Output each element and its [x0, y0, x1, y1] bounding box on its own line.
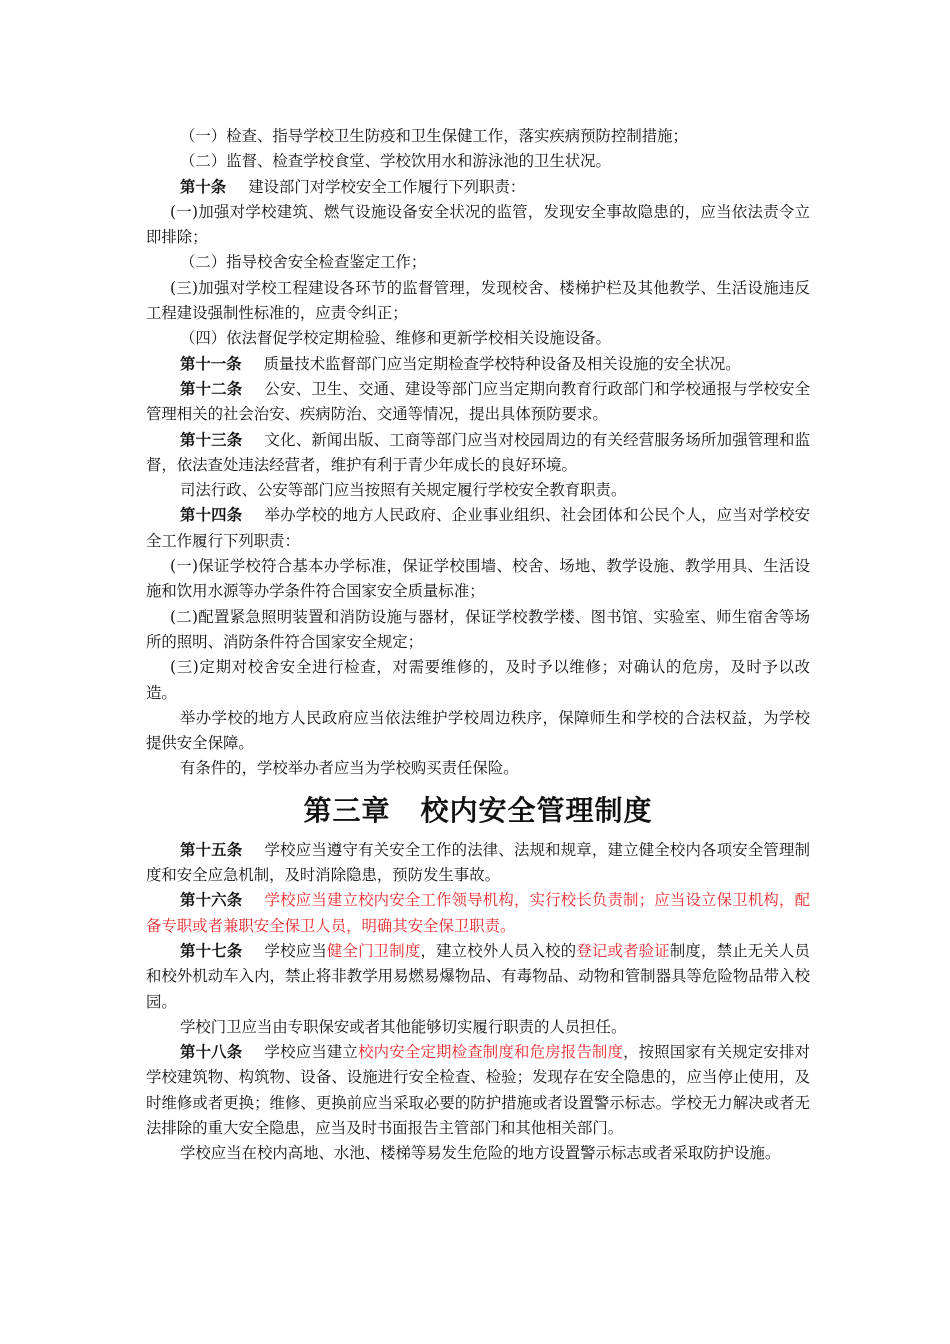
article-13-extra: 司法行政、公安等部门应当按照有关规定履行学校安全教育职责。 — [180, 481, 627, 500]
highlight-registration: 登记或者验证 — [576, 941, 670, 960]
article-title: 第十三条 — [180, 430, 243, 449]
article-text: 文化、新闻出版、工商等部门应当对校园周边的有关经营服务场所加强管理和监督，依法查处违法经营者，维护有利于青少年成长的良好环境。 — [146, 430, 810, 474]
highlight-gatekeeper-system: 健全门卫制度 — [326, 941, 421, 960]
article-text: 学校应当建立 — [264, 1043, 359, 1062]
article-15 — [146, 838, 810, 889]
article-text-highlighted: 学校应当建立校内安全工作领导机构，实行校长负责制；应当设立保卫机构，配备专职或者兼职安全保卫人员，明确其安全保卫职责。 — [146, 891, 810, 935]
article-12 — [146, 377, 810, 428]
article-title: 第十二条 — [180, 379, 243, 398]
article-text: ，建立校外人员入校的 — [420, 941, 577, 960]
chapter-title: 校内安全管理制度 — [420, 793, 653, 827]
article-10-item-3: (三)加强对学校工程建设各环节的监督管理，发现校舍、楼梯护栏及其他教学、生活设施违反工程建设强制性标准的，应责令纠正； — [146, 278, 810, 323]
article-text: 举办学校的地方人民政府、企业事业组织、社会团体和公民个人，应当对学校安全工作履行下列职责： — [146, 506, 810, 550]
article-10-item-4: （四）依法督促学校定期检验、维修和更新学校相关设施设备。 — [180, 329, 611, 348]
article-18-extra: 学校应当在校内高地、水池、楼梯等易发生危险的地方设置警示标志或者采取防护设施。 — [180, 1144, 781, 1163]
highlight-inspection-system: 校内安全定期检查制度和危房报告制度 — [358, 1043, 624, 1062]
article-14-item-1: (一)保证学校符合基本办学标准，保证学校围墙、校舍、场地、教学设施、教学用具、生活设施和饮用水源等办学条件符合国家安全质量标准； — [146, 557, 810, 601]
article-17 — [146, 939, 810, 1015]
article-text: 制度，禁止无关人员和校外机动车入内，禁止将非教学用易燃易爆物品、有毒物品、动物和管制器具等危险物品带入校园。 — [146, 941, 810, 1011]
article-14-item-2: (二)配置紧急照明装置和消防设施与器材，保证学校教学楼、图书馆、实验室、师生宿舍等场所的照明、消防条件符合国家安全规定； — [146, 607, 810, 651]
paragraph-health-item-1: （一）检查、指导学校卫生防疫和卫生保健工作，落实疾病预防控制措施； — [180, 127, 688, 145]
article-title: 第十六条 — [180, 891, 243, 910]
article-title: 第十四条 — [180, 506, 243, 525]
article-14 — [146, 503, 810, 554]
article-10-item-1: (一)加强对学校建筑、燃气设施设备安全状况的监管，发现安全事故隐患的，应当依法责令立即排除； — [146, 202, 810, 247]
article-14-extra-2: 有条件的，学校举办者应当为学校购买责任保险。 — [180, 759, 519, 778]
article-text: 学校应当 — [264, 941, 327, 960]
chapter-heading — [146, 790, 810, 832]
article-text: 公安、卫生、交通、建设等部门应当定期向教育行政部门和学校通报与学校安全管理相关的社会治安、疾病防治、交通等情况，提出具体预防要求。 — [146, 379, 810, 424]
article-title: 第十条 — [180, 177, 227, 196]
article-title: 第十一条 — [180, 354, 242, 373]
article-text: 学校应当遵守有关安全工作的法律、法规和规章，建立健全校内各项安全管理制度和安全应急机制，及时消除隐患，预防发生事故。 — [146, 840, 810, 885]
article-18 — [146, 1040, 810, 1141]
article-13 — [146, 428, 810, 479]
article-17-extra: 学校门卫应当由专职保安或者其他能够切实履行职责的人员担任。 — [180, 1017, 627, 1036]
article-14-extra-1: 举办学校的地方人民政府应当依法维护学校周边秩序，保障师生和学校的合法权益，为学校提供安全保障。 — [146, 708, 810, 753]
document-body — [146, 124, 810, 1167]
article-text: 建设部门对学校安全工作履行下列职责： — [248, 177, 526, 196]
article-title: 第十八条 — [180, 1043, 243, 1062]
article-text: 质量技术监督部门应当定期检查学校特种设备及相关设施的安全状况。 — [263, 354, 741, 373]
article-16 — [146, 888, 810, 939]
article-10-item-2: （二）指导校舍安全检查鉴定工作； — [180, 253, 427, 272]
article-title: 第十五条 — [180, 840, 243, 859]
paragraph-health-item-2: （二）监督、检查学校食堂、学校饮用水和游泳池的卫生状况。 — [180, 152, 611, 171]
chapter-number: 第三章 — [303, 793, 391, 827]
article-text: ，按照国家有关规定安排对学校建筑物、构筑物、设备、设施进行安全检查、检验；发现存在安全隐患的，应当停止使用，及时维修或者更换；维修、更换前应当采取必要的防护措施或者设置警示标志。学校无力解决或者无法排除的重大安全隐患，应当及时书面报告主管部门和其他相关部门。 — [146, 1043, 810, 1137]
article-title: 第十七条 — [180, 941, 243, 960]
article-10 — [146, 175, 810, 200]
article-14-item-3: (三)定期对校舍安全进行检查，对需要维修的，及时予以维修；对确认的危房，及时予以改造。 — [146, 658, 810, 702]
article-11 — [146, 352, 810, 377]
